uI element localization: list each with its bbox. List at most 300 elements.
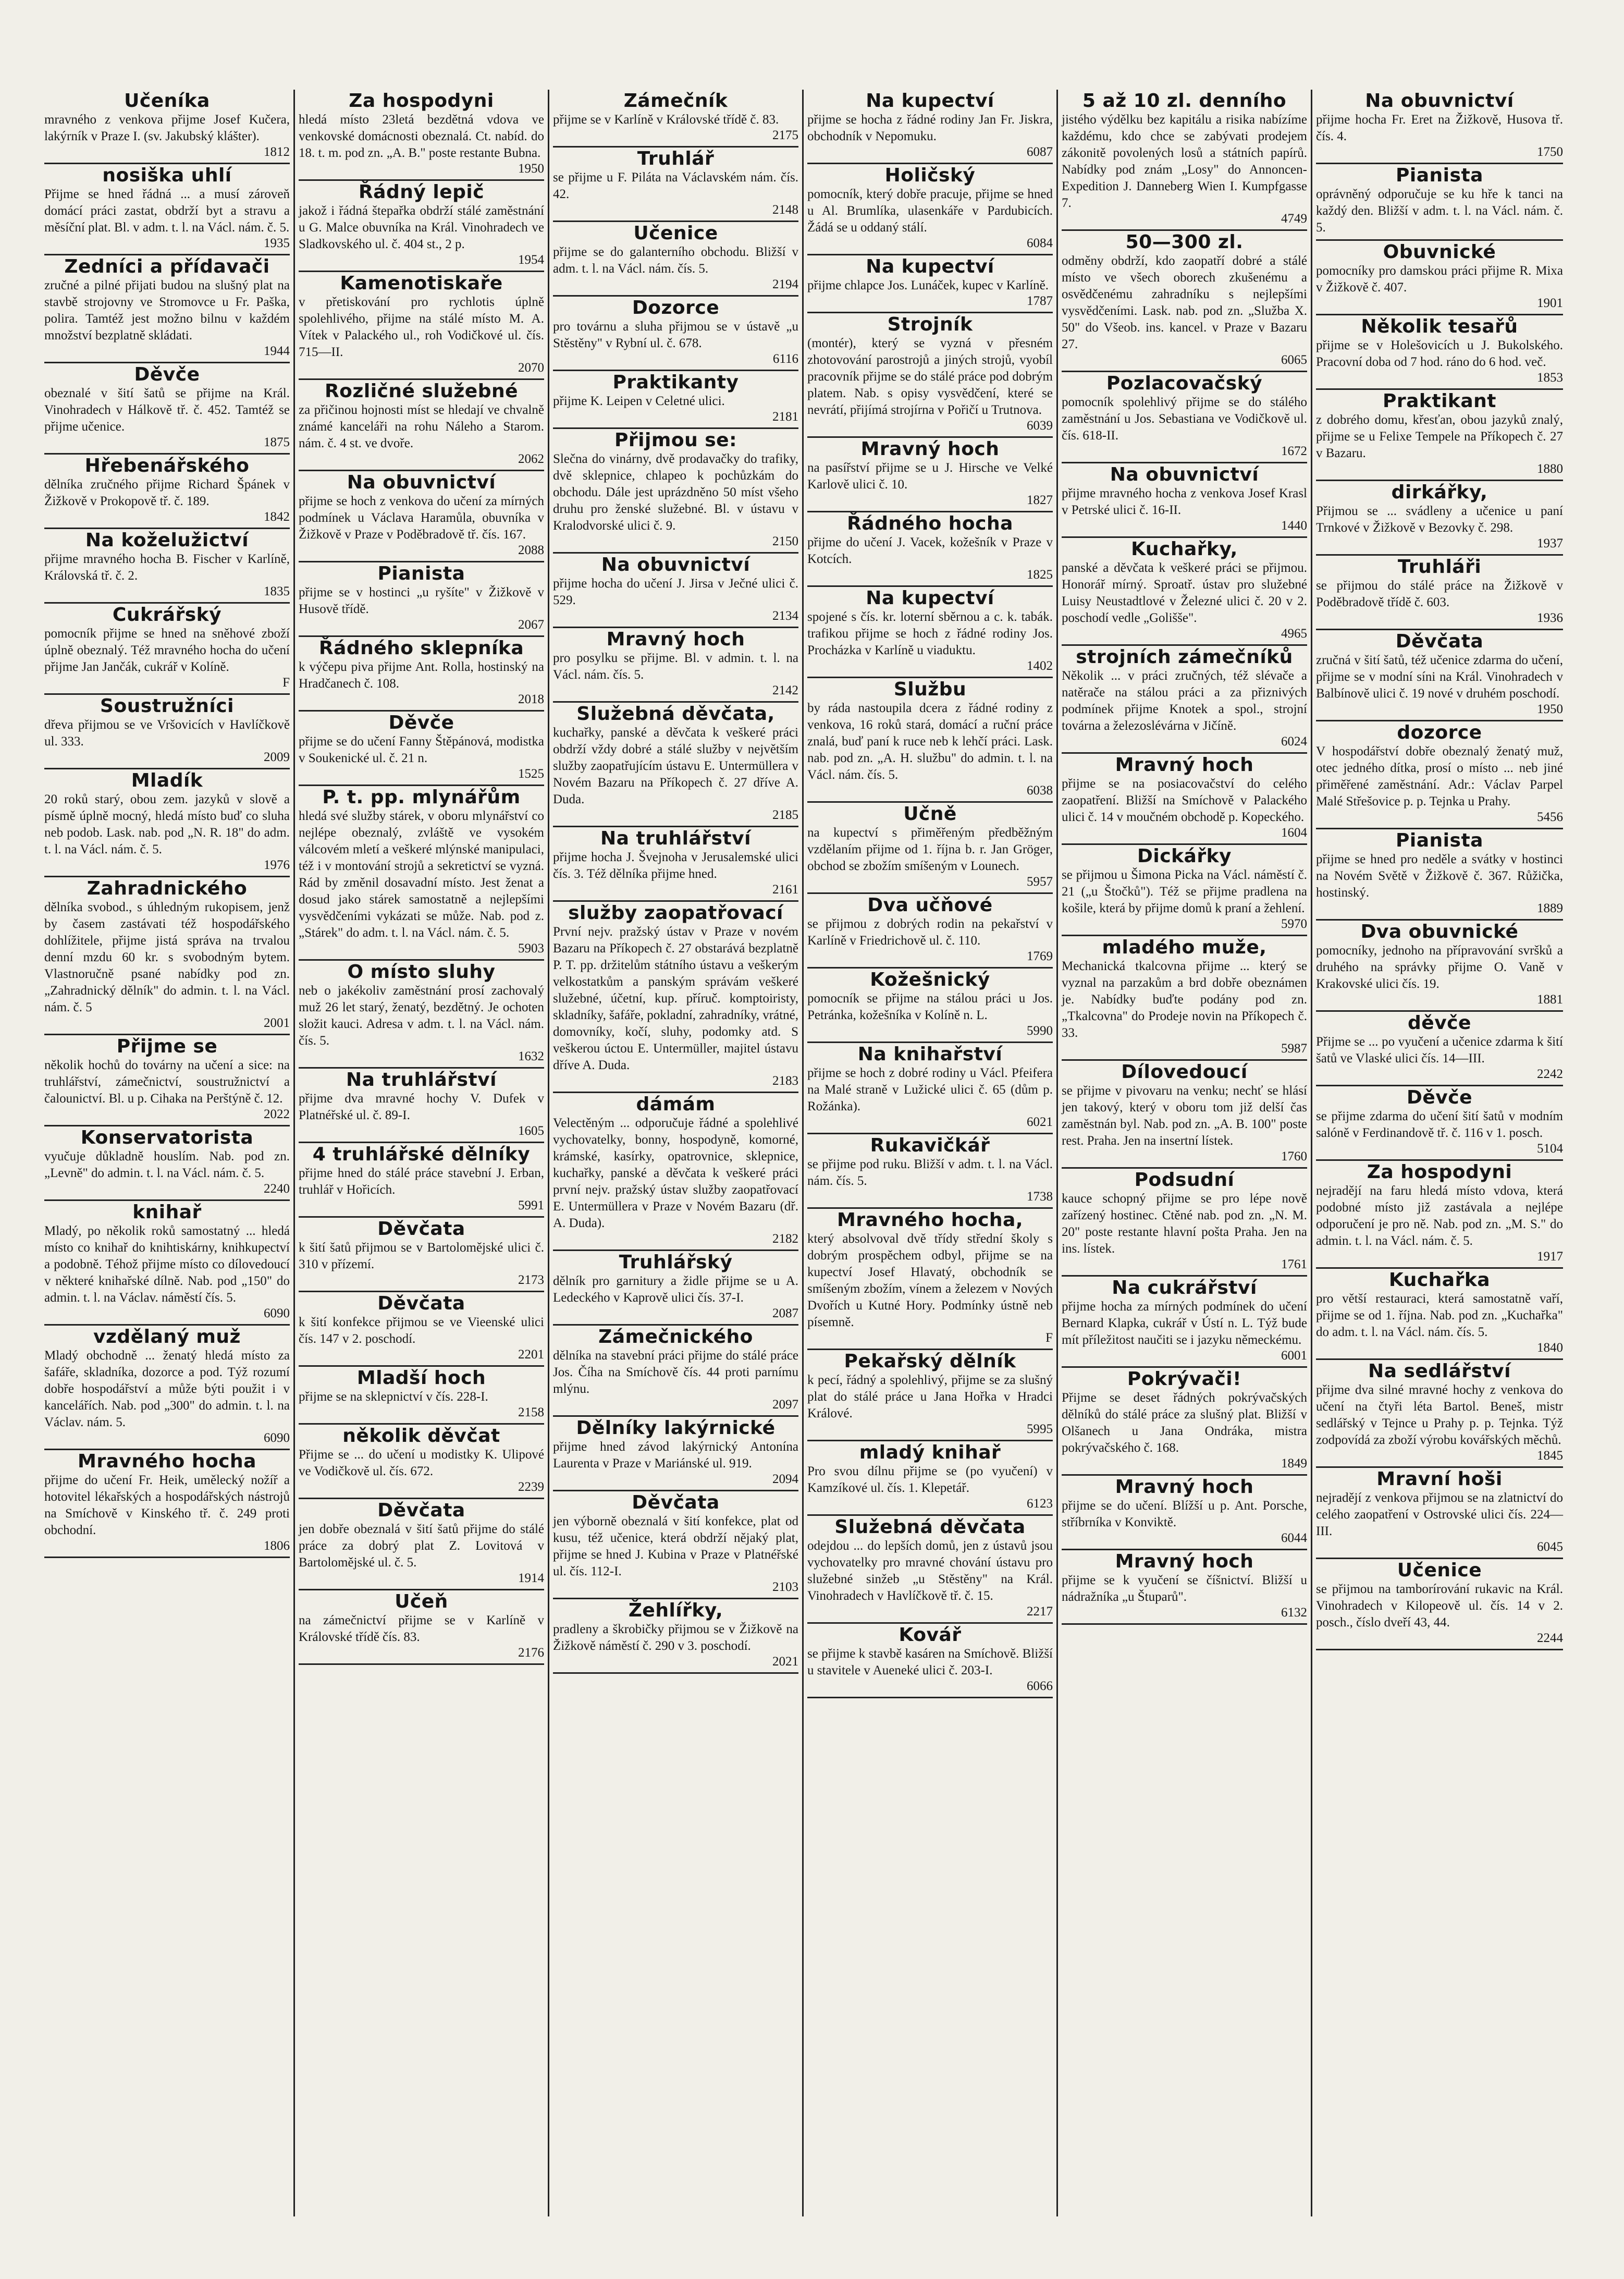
classified-ad (1062, 538, 1307, 646)
ad-number: 2182 (772, 1232, 798, 1246)
classified-ad (1062, 936, 1307, 1061)
ad-heading: Cukrářský (112, 604, 222, 626)
ad-heading: Praktikant (1383, 390, 1496, 412)
ad-number: 6090 (264, 1431, 290, 1445)
ad-number: 2088 (518, 543, 544, 557)
ad-text: přijme hocha do učení J. Jirsa v Ječné ulici č. 529. (553, 577, 798, 607)
ad-heading: Žehlířky, (628, 1600, 723, 1621)
classified-ad (553, 148, 798, 222)
classified-ad (1316, 241, 1563, 315)
ad-number: F (1045, 1331, 1053, 1345)
classified-ad (807, 438, 1053, 512)
ad-column (549, 90, 804, 2216)
classified-ad (1316, 829, 1563, 921)
ad-heading: Pokrývači! (1127, 1368, 1242, 1390)
ad-text: přijme dva silné mravné hochy z venkova do učení na čtyři léta Bartol. Beneš, mistr sedlářský v Tejnce u Prahy p. p. Tejnka. Týž zodpovídá za zboží výrobu kovářských měchů. (1316, 1383, 1563, 1447)
classified-ad (1062, 1550, 1307, 1625)
ad-text: Přijmou se ... svádleny a učenice u paní Trnkové v Žižkově v Bezovky č. 298. (1316, 504, 1563, 535)
ad-heading: strojních zámečníků (1076, 646, 1293, 668)
ad-number: 1880 (1537, 462, 1563, 476)
ad-heading: Mravný hoch (606, 629, 745, 650)
ad-text: by ráda nastoupila dcera z řádné rodiny z venkova, 16 roků stará, domácí a ruční práce znalá, buď paní k ruce neb k lehčí práci. Lask. nab. pod zn. „A. H. službu" do admin. t. l. na Václ. nám. čís. 5. (807, 701, 1053, 782)
classified-ad (299, 637, 544, 712)
ad-heading: Na cukrářství (1112, 1277, 1257, 1298)
ad-text: Přijme se deset řádných pokrývačských dělníků do stálé práce za slušný plat. Bližší v Olšanech u Jana Ondráka, mistra pokrývačského č. 168. (1062, 1391, 1307, 1455)
classified-ad (553, 1491, 798, 1599)
ad-heading: Praktikanty (612, 372, 739, 393)
classified-ad (1316, 556, 1563, 630)
classified-ad (299, 1590, 544, 1665)
ad-heading: Služebná děvčata, (576, 703, 775, 725)
classified-ad (1316, 164, 1563, 241)
ad-text: kuchařky, panské a děvčata k veškeré práci obdrží vždy dobré a stálé služby v největším služby zaopatřujícím ústavu E. Untermüllera v Novém Bazaru na Příkopech č. 27 dříve A. Duda. (553, 726, 798, 806)
ad-number: 6065 (1281, 353, 1307, 367)
classified-ad (1316, 1161, 1563, 1269)
ad-heading: Učenice (1397, 1560, 1482, 1581)
ad-text: pomocník, který dobře pracuje, přijme se hned u Al. Brumlíka, ulasenkáře v Pardubicích. Žádá se u oddaný stálí. (807, 187, 1053, 235)
ad-text: se přijme pod ruku. Bližší v adm. t. l. na Václ. nám. čís. 5. (807, 1157, 1053, 1188)
classified-ad (44, 255, 290, 363)
ad-number: 1954 (518, 253, 544, 267)
classified-ad (44, 1450, 290, 1558)
classified-ad (44, 604, 290, 695)
ad-number: 2194 (772, 277, 798, 291)
ad-text: přijme do učení J. Vacek, kožešník v Praze v Kotcích. (807, 535, 1053, 566)
classified-ad (553, 703, 798, 827)
ad-number: 2158 (518, 1405, 544, 1419)
ad-text: obeznalé v šití šatů se přijme na Král. Vinohradech v Hálkově tř. č. 452. Tamtéž se přijme učenice. (44, 386, 290, 434)
ad-text: jistého výdělku bez kapitálu a risika nabízíme každému, kdo chce se zabývati prodejem zákonitě povolených losů a státních papírů. Nabídky pod znám „Losy" do Annoncen-Expedition J. Danneberg Wien I. Kumpfgasse 7. (1062, 113, 1307, 210)
ad-heading: Truhláři (1397, 556, 1482, 578)
ad-text: pomocník spolehlivý přijme se do stálého zaměstnání u Jos. Sebastiana ve Vodičkově ul. čís. 618-II. (1062, 395, 1307, 443)
ad-heading: Za hospodyni (349, 90, 494, 112)
ad-text: přijme hocha za mírných podmínek do učení Bernard Klapka, cukrář v Ústí n. L. Týž bude mít příležitost naučiti se i jazyku německému. (1062, 1300, 1307, 1347)
classified-ad (44, 877, 290, 1035)
classified-ad (807, 164, 1053, 255)
classified-ad (807, 1516, 1053, 1624)
ad-number: 1914 (518, 1571, 544, 1585)
ad-heading: Mravný hoch (1115, 1551, 1254, 1572)
ad-heading: Soustružníci (100, 695, 234, 717)
ad-text: kauce schopný přijme se pro lépe nově zařízený hostinec. Ctěné nab. pod zn. „N. M. 20" poste restante hlavní pošta Praha. Jen na ins. lístek. (1062, 1192, 1307, 1256)
ad-text: dělníka zručného přijme Richard Špánek v Žižkově v Prokopově tř. č. 189. (44, 477, 290, 508)
classified-ads-page (41, 90, 1568, 2216)
ad-heading: knihař (132, 1202, 202, 1223)
ad-text: se přijme zdarma do učení šití šatů v modním salóně v Ferdinandově tř. č. 116 v 1. posch. (1316, 1109, 1563, 1140)
classified-ad (299, 90, 544, 181)
ad-text: přijme K. Leipen v Celetné ulici. (553, 394, 725, 408)
ad-heading: Podsudní (1134, 1169, 1235, 1191)
classified-ad (299, 181, 544, 272)
ad-number: 1917 (1537, 1249, 1563, 1264)
ad-number: 5104 (1537, 1142, 1563, 1156)
classified-ad (807, 678, 1053, 803)
classified-ad (1062, 463, 1307, 538)
ad-text: se přijme v pivovaru na venku; nechť se hlásí jen takový, který v oboru tom již delší čas zaměstnán byl. Nab. pod zn. „A. B. 100" poste rest. Praha. Jen na insertní lístek. (1062, 1084, 1307, 1148)
classified-ad (1062, 231, 1307, 372)
ad-text: z dobrého domu, křesťan, obou jazyků znalý, přijme se u Felixe Tempele na Příkopech č. 27 v Bazaru. (1316, 413, 1563, 460)
ad-text: pomocník se přijme na stálou práci u Jos. Petránka, kožešníka v Kolíně n. L. (807, 991, 1053, 1022)
ad-heading: Zámečník (623, 90, 728, 112)
ad-heading: Zámečnického (598, 1326, 753, 1347)
ad-number: 6044 (1281, 1531, 1307, 1545)
ad-text: dřeva přijmou se ve Vršovicích v Havlíčkově ul. 333. (44, 718, 290, 749)
ad-number: 2009 (264, 750, 290, 764)
ad-number: 1889 (1537, 901, 1563, 915)
ad-text: k šití šatů přijmou se v Bartolomějské ulici č. 310 v přízemí. (299, 1241, 544, 1271)
ad-number: 1806 (264, 1539, 290, 1553)
classified-ad (1316, 1468, 1563, 1559)
ad-text: přijme se v hostinci „u ryšíte" v Žižkově v Husově třídě. (299, 585, 544, 616)
ad-text: odměny obdrží, kdo zaopatří dobré a stálé místo ve všech oborech zkušenému a osvědčenému zahradníku s nejlepšími vysvědčeními. Lask. nab. pod zn. „Služba X. 50" do Všeob. ins. kancel. v Praze v Bazaru 27. (1062, 254, 1307, 351)
ad-heading: Rozličné služebné (324, 381, 519, 402)
ad-heading: Dva učňové (867, 895, 993, 916)
ad-number: 1936 (1537, 611, 1563, 625)
ad-heading: Děvčata (377, 1500, 465, 1521)
ad-heading: Na kupectví (866, 256, 994, 277)
ad-heading: P. t. pp. mlynářům (322, 787, 521, 808)
ad-heading: Na koželužictví (85, 530, 249, 551)
ad-heading: Mravný hoch (860, 438, 1000, 460)
ad-number: 2242 (1537, 1067, 1563, 1081)
ad-heading: vzdělaný muž (93, 1326, 241, 1347)
classified-ad (553, 371, 798, 429)
ad-text: pomocníky pro damskou práci přijme R. Mixa v Žižkově č. 407. (1316, 264, 1563, 295)
ad-number: 2018 (518, 692, 544, 706)
ad-text: hledá své služby stárek, v oboru mlynářství co nejlépe obeznalý, zvláště ve vysokém válcovém mletí a veškeré mlýnské manipulaci, též i v montování strojů a sekretictví se vyzná. Rád by změnil dosavadní místo. Jest ženat a dosud jako stárek samostatně a nejlepšími vysvědčeními vykázati se může. Nab. pod z. „Stárek" do adm. t. l. na Václ. nám. č. 5. (299, 809, 544, 940)
ad-text: Mladý, po několik roků samostatný ... hledá místo co knihař do knihtiskárny, knihkupectví a podobně. Téhož přijme místo co dílovedoucí v některé knihařské dílně. Nab. pod „150" do admin. t. l. na Václav. náměstí čís. 5. (44, 1224, 290, 1305)
ad-number: 2021 (772, 1655, 798, 1669)
ad-heading: Služebná děvčata (834, 1516, 1026, 1538)
ad-heading: služby zaopatřovací (568, 902, 783, 924)
ad-heading: Přijme se (116, 1036, 218, 1057)
ad-number: 2062 (518, 452, 544, 466)
ad-heading: Truhlář (637, 148, 715, 169)
ad-text: První nejv. pražský ústav v Praze v novém Bazaru na Příkopech č. 27 obstarává bezplatně P. T. pp. držitelům státního ústavu a veškerým velkostatkům a panským správám veškeré služebné, účetní, kup. příruč. komptoiristy, skladníky, šafáře, pokladní, zahradníky, vrátné, domovníky, kočí, sluhy, podomky atd. S veškerou úctou E. Untermüller, majitel ústavu dříve A. Duda. (553, 925, 798, 1072)
ad-heading: Hřebenářského (84, 455, 250, 476)
ad-heading: Dozorce (632, 297, 720, 318)
ad-number: 5957 (1027, 875, 1053, 889)
ad-heading: Zahradnického (87, 878, 248, 899)
ad-number: 2142 (772, 683, 798, 697)
ad-number: 1950 (518, 162, 544, 176)
classified-ad (807, 1209, 1053, 1350)
ad-text: 20 roků starý, obou zem. jazyků v slově a písmě úplně mocný, hledá místo buď co sluha neb podob. Lask. nab. pod „N. R. 18" do adm. t. l. na Václ. nám. č. 5. (44, 792, 290, 856)
classified-ad (1316, 721, 1563, 829)
ad-text: se přijmou do stálé práce na Žižkově v Poděbradově třídě č. 603. (1316, 579, 1563, 609)
ad-number: 5990 (1027, 1024, 1053, 1038)
ad-heading: Mravného hocha (78, 1451, 256, 1472)
ad-heading: Řádného hocha (847, 513, 1013, 534)
ad-text: na pasířství přijme se u J. Hirsche ve Velké Karlově ulici č. 10. (807, 461, 1053, 492)
classified-ad (553, 429, 798, 554)
classified-ad (553, 554, 798, 628)
classified-ad (553, 902, 798, 1093)
ad-text: na zámečnictví přijme se v Karlíně v Královské třídě čís. 83. (299, 1613, 544, 1644)
ad-number: 4749 (1281, 212, 1307, 226)
classified-ad (807, 803, 1053, 894)
ad-heading: Na obuvnictví (1110, 464, 1259, 485)
ad-text: přijme se hoch z venkova do učení za mírných podmínek u Václava Haramůla, obuvníka v Žižkově v Praze v Poděbradově tř. čís. 167. (299, 494, 544, 542)
ad-text: pomocník přijme se hned na sněhové zboží úplně obeznalý. Též mravného hocha do učení přijme Jan Jančák, cukrář v Kolíně. (44, 627, 290, 674)
classified-ad (553, 297, 798, 371)
ad-text: jakož i řádná štepařka obdrží stálé zaměstnání u G. Malce obuvníka na Král. Vinohradech ve Sladkovského ul. č. 404 st., 2 p. (299, 204, 544, 251)
classified-ad (44, 1126, 290, 1201)
classified-ad (44, 695, 290, 769)
ad-number: 2067 (518, 618, 544, 632)
classified-ad (807, 1624, 1053, 1698)
ad-number: 1761 (1281, 1257, 1307, 1271)
ad-heading: Dělníky lakýrnické (576, 1417, 776, 1439)
ad-heading: Dva obuvnické (1360, 921, 1519, 942)
classified-ad (44, 1201, 290, 1326)
classified-ad (44, 1035, 290, 1126)
ad-text: přijme se hned pro neděle a svátky v hostinci na Novém Světě v Žižkově č. 367. Růžička, hostinský. (1316, 852, 1563, 900)
ad-number: 2173 (518, 1273, 544, 1287)
ad-text: se přijmou u Šimona Picka na Václ. náměstí č. 21 („u Štočků"). Též se přijme pradlena na košile, která by přijme domů k praní a žehlení. (1062, 868, 1307, 915)
ad-heading: Pekařský dělník (844, 1351, 1016, 1372)
classified-ad (807, 90, 1053, 164)
ad-number: 5970 (1281, 917, 1307, 931)
ad-text: zručné a pilné přijati budou na slušný plat na stavbě strojovny ve Stromovce u Fr. Paška, polira. Tamtéž jest možno bilnu v každém množství bezplatně skládati. (44, 278, 290, 342)
ad-number: F (282, 676, 290, 690)
ad-text: pomocníky, jednoho na přípravování svršků a druhého na správky přijme O. Vaně v Krakovské ulici čís. 19. (1316, 944, 1563, 991)
ad-text: spojené s čís. kr. loterní sběrnou a c. k. tabák. trafikou přijme se hoch z řádné rodiny Jos. Procházka v Karlíně u viaduktu. (807, 610, 1053, 657)
ad-heading: několik děvčat (342, 1425, 500, 1447)
ad-number: 1632 (518, 1049, 544, 1063)
ad-number: 1827 (1027, 493, 1053, 507)
ad-text: Velectěným ... odporučuje řádné a spolehlivé vychovatelky, bonny, hospodyně, komorné, krámské, kasírky, opatrovnice, sklepnice, kuchařky, panské a děvčata k veškeré práci první nejv. pražský ústav služby zaopatřovací E. Untermüllera v Praze v Novém Bazaru (dř. A. Duda). (553, 1116, 798, 1230)
ad-number: 2097 (772, 1398, 798, 1412)
classified-ad (1316, 1559, 1563, 1650)
ad-number: 1760 (1281, 1149, 1307, 1163)
ad-text: přijme se na sklepnictví v čís. 228-I. (299, 1390, 488, 1404)
ad-number: 2217 (1027, 1604, 1053, 1619)
ad-text: přijme se na posiacovačství do celého zaopatření. Bližší na Smíchově v Palackého ulici č. 14 v moučném obchodě p. Kopeckého. (1062, 777, 1307, 824)
ad-number: 1825 (1027, 568, 1053, 582)
classified-ad (807, 587, 1053, 678)
ad-heading: Děvčata (377, 1218, 465, 1240)
ad-text: pro továrnu a sluha přijmou se v ústavě „u Stěstěny" v Rybní ul. č. 678. (553, 320, 798, 350)
ad-text: k pecí, řádný a spolehlivý, přijme se za slušný plat do stálé práce u Jana Hořka v Hradci Králové. (807, 1373, 1053, 1420)
ad-heading: Mravný hoch (1115, 754, 1254, 776)
ad-number: 1440 (1281, 519, 1307, 533)
ad-number: 1944 (264, 344, 290, 358)
ad-number: 6039 (1027, 419, 1053, 433)
ad-heading: Zedníci a přídavači (64, 256, 270, 277)
ad-number: 6132 (1281, 1606, 1307, 1620)
classified-ad (553, 90, 798, 148)
ad-text: k výčepu piva přijme Ant. Rolla, hostinský na Hradčanech č. 108. (299, 660, 544, 691)
ad-number: 5456 (1537, 810, 1563, 824)
ad-number: 1750 (1537, 145, 1563, 159)
classified-ad (299, 786, 544, 961)
ad-text: panské a děvčata k veškeré práci se přijmou. Honorář mírný. Sproatř. ústav pro služebné Luisy Neustadtlové v Železné ulici č. 20 v 2. poschodí vedle „Golišše". (1062, 561, 1307, 625)
ad-number: 6021 (1027, 1115, 1053, 1129)
ad-text: dělník pro garnitury a židle přijme se u A. Ledeckého v Kaprově ulici čís. 37-I. (553, 1274, 798, 1305)
ad-text: Mechanická tkalcovna přijme ... který se vyznal na parzakům a brd dobře obeznámen je. Nabídky buďte podány pod zn. „Tkalcovna" do Prodeje novin na Příkopech č. 33. (1062, 959, 1307, 1040)
ad-text: nejradějí z venkova přijmou se na zlatnictví do celého zaopatření v Ostrovské ulici čís. 224—III. (1316, 1491, 1563, 1538)
classified-ad (553, 1326, 798, 1417)
ad-number: 1901 (1537, 296, 1563, 310)
classified-ad (553, 1093, 798, 1251)
classified-ad (553, 628, 798, 703)
ad-heading: Učně (903, 803, 957, 825)
ad-heading: Kamenotiskaře (340, 273, 503, 294)
ad-text: který absolvoval dvě třídy střední školy s dobrým prospěchem odbyl, přijme se na kupectví Josef Hlavatý, obchodník se smíšeným zbožím, vínem a železem v Nových Dvořích u Kutné Hory. Podmínky ústně neb písemně. (807, 1232, 1053, 1329)
ad-number: 6038 (1027, 783, 1053, 798)
ad-number: 1849 (1281, 1456, 1307, 1471)
ad-heading: Děvčata (1395, 631, 1484, 652)
classified-ad (299, 1069, 544, 1143)
ad-text: přijme chlapce Jos. Lunáček, kupec v Karlíně. (807, 278, 1049, 292)
ad-number: 6087 (1027, 145, 1053, 159)
ad-heading: Kovář (899, 1624, 962, 1646)
classified-ad (299, 562, 544, 637)
ad-number: 1937 (1537, 536, 1563, 550)
classified-ad (44, 90, 290, 164)
ad-text: přijme se v Holešovicích u J. Bukolského. Pracovní doba od 7 hod. ráno do 6 hod. več. (1316, 338, 1563, 369)
ad-text: se přijme u F. Piláta na Václavském nám. čís. 42. (553, 170, 798, 201)
ad-text: přijme se do učení. Blížší u p. Ant. Porsche, stříbrníka v Konviktě. (1062, 1499, 1307, 1529)
ad-heading: Pianista (1396, 830, 1483, 851)
ad-text: za přičinou hojnosti míst se hledají ve chvalně známé kanceláři na rohu Náleho a Starom. nám. č. 4 st. ve dvoře. (299, 403, 544, 450)
ad-heading: Za hospodyni (1367, 1161, 1512, 1183)
ad-text: (montér), který se vyzná v přesném zhotovování parostrojů a jiných strojů, vyobíl pracovník přijme se do stálé práce pod dobrým platem. Nab. s opisy vysvědčení, které se nevrátí, přijímá strojírna v Pořičí u Trutnova. (807, 336, 1053, 417)
ad-heading: Děvčata (632, 1492, 720, 1513)
ad-number: 2001 (264, 1016, 290, 1030)
ad-text: Několik ... v práci zručných, též slévače a natěrače na stálou práci a za přiznivých podmínek přijme Knotek a spol., strojní továrna a železoslévárna v Jičíně. (1062, 669, 1307, 733)
ad-text: přijme se do galanterního obchodu. Bližší v adm. t. l. na Václ. nám. čís. 5. (553, 245, 798, 276)
classified-ad (807, 255, 1053, 313)
ad-heading: Na truhlářství (346, 1069, 497, 1091)
ad-number: 5991 (518, 1198, 544, 1212)
ad-text: přijme do učení Fr. Heik, umělecký nožíř a hotovitel lékařských a hospodářských nástrojů na Smíchově v Kinského tř. č. 249 proti obchodní. (44, 1473, 290, 1537)
ad-text: se přijme k stavbě kasáren na Smíchově. Bližší u stavitele v Aueneké ulici č. 203-I. (807, 1647, 1053, 1677)
ad-number: 6001 (1281, 1349, 1307, 1363)
ad-number: 2201 (518, 1347, 544, 1362)
ad-text: se přijmou na tamborírování rukavic na Král. Vinohradech v Kilopeově ul. čís. 14 v 2. posch., číslo dveří 43, 44. (1316, 1582, 1563, 1629)
ad-number: 2161 (772, 883, 798, 897)
classified-ad (1062, 1476, 1307, 1550)
ad-heading: dámám (636, 1094, 716, 1115)
ad-text: jen dobře obeznalá v šití šatů přijme do stálé práce za dobrý plat Z. Lovitová v Bartolomějské ul. č. 5. (299, 1522, 544, 1570)
ad-number: 2240 (264, 1182, 290, 1196)
classified-ad (553, 827, 798, 902)
ad-number: 1976 (264, 858, 290, 872)
ad-heading: Učeň (395, 1591, 448, 1612)
ad-text: přijme se k vyučení se číšnictví. Bližší u nádražníka „u Štuparů". (1062, 1573, 1307, 1604)
ad-text: V hospodářství dobře obeznalý ženatý muž, otec jedného dítka, prosí o místo ... neb jiné přiměřené zaměstnání. Adr.: Václav Parpel Malé Střešovice p. p. Tejnka u Prahy. (1316, 744, 1563, 808)
ad-heading: Na sedlářství (1368, 1361, 1511, 1382)
ad-heading: Strojník (887, 314, 973, 335)
classified-ad (807, 512, 1053, 587)
ad-number: 6084 (1027, 236, 1053, 250)
ad-text: vyučuje důkladně houslím. Nab. pod zn. „Levně" do admin. t. l. na Václ. nám. č. 5. (44, 1149, 290, 1180)
ad-heading: Truhlářský (619, 1252, 733, 1273)
classified-ad (807, 1441, 1053, 1516)
ad-text: přijme mravného hocha z venkova Josef Krasl v Petrské ulici č. 16-II. (1062, 486, 1307, 517)
ad-number: 1881 (1537, 993, 1563, 1007)
ad-number: 5987 (1281, 1042, 1307, 1056)
ad-heading: Dílovedoucí (1121, 1061, 1248, 1083)
ad-text: pro posylku se přijme. Bl. v admin. t. l. na Václ. nám. čís. 5. (553, 651, 798, 682)
classified-ad (1316, 315, 1563, 390)
classified-ad (1316, 90, 1563, 164)
ad-number: 2022 (264, 1107, 290, 1121)
ad-number: 1605 (518, 1124, 544, 1138)
ad-text: přijme dva mravné hochy V. Dufek v Platnéřské ul. č. 89-I. (299, 1092, 544, 1122)
classified-ad (1316, 1086, 1563, 1161)
ad-text: odejdou ... do lepších domů, jen z ústavů jsou vychovatelky pro mravné chování ústavu pro služebné sinžeb „u Stěstěny" na Král. Vinohradech v Havlíčkově tř. č. 15. (807, 1539, 1053, 1603)
classified-ad (1316, 481, 1563, 556)
classified-ad (1062, 1277, 1307, 1368)
ad-number: 2244 (1537, 1631, 1563, 1645)
ad-text: přijme se hocha z řádné rodiny Jan Fr. Jiskra, obchodník v Nepomuku. (807, 113, 1053, 143)
ad-text: přijme mravného hocha B. Fischer v Karlíně, Královská tř. č. 2. (44, 552, 290, 583)
ad-heading: nosiška uhlí (102, 165, 232, 186)
classified-ad (807, 1043, 1053, 1134)
classified-ad (44, 529, 290, 604)
ad-heading: Děvče (388, 712, 454, 733)
ad-number: 6090 (264, 1306, 290, 1320)
ad-number: 2087 (772, 1306, 798, 1320)
classified-ad (299, 1143, 544, 1218)
ad-text: Přijme se hned řádná ... a musí zároveň domácí práci zastat, obdrží byt a stravu a měsíční plat. Bl. v adm. t. l. na Václ. nám. č. 5. (44, 187, 290, 235)
ad-number: 1604 (1281, 826, 1307, 840)
ad-number: 1738 (1027, 1190, 1053, 1204)
ad-text: pradleny a škrobičky přijmou se v Žižkově na Žižkově náměstí č. 290 v 3. poschodí. (553, 1622, 798, 1653)
ad-number: 1842 (264, 510, 290, 524)
classified-ad (299, 1218, 544, 1292)
ad-heading: Několik tesařů (1361, 316, 1518, 337)
ad-number: 2185 (772, 808, 798, 822)
classified-ad (553, 1417, 798, 1491)
ad-text: zručná v šití šatů, též učenice zdarma do učení, přijme se v modní síni na Král. Vinohradech v Balbínově ulici č. 19 nové v druhém poschodí. (1316, 653, 1563, 701)
ad-text: přijme hocha J. Švejnoha v Jerusalemské ulici čís. 3. Též dělníka přijme hned. (553, 850, 798, 881)
ad-number: 2070 (518, 361, 544, 375)
ad-text: Slečna do vinárny, dvě prodavačky do trafiky, dvě sklepnice, chlapeo k pochůzkám do obchodu. Dále jest uprázdněno 50 míst všeho druhu pro ženské služebné. Bl. v ústavu v Kralodvorské ulici č. 9. (553, 452, 798, 533)
ad-text: pro větší restauraci, která samostatně vaří, přijme se od 1. října. Nab. pod zn. „Kuchařka" do adm. t. l. na Václ. nám. čís. 5. (1316, 1292, 1563, 1339)
ad-text: přijme se do učení Fanny Štěpánová, modistka v Soukenické ul. č. 21 n. (299, 734, 544, 765)
ad-heading: Holičský (884, 165, 976, 186)
classified-ad (1062, 372, 1307, 463)
ad-text: k šití konfekce přijmou se ve Vieenské ulici čís. 147 v 2. poschodí. (299, 1315, 544, 1346)
ad-heading: Obuvnické (1383, 241, 1496, 263)
ad-text: nejradějí na faru hledá místo vdova, která podobné místo již zastávala a nejlépe odporučení je pro ně. Nab. pod zn. „M. S." do admin. t. l. na Václ. nám. č. 5. (1316, 1184, 1563, 1248)
classified-ad (1062, 845, 1307, 936)
ad-heading: Pianista (377, 563, 465, 584)
classified-ad (1316, 390, 1563, 481)
ad-heading: O místo sluhy (347, 961, 496, 983)
ad-number: 1835 (264, 584, 290, 598)
ad-heading: Mravného hocha, (836, 1209, 1024, 1231)
ad-number: 6123 (1027, 1497, 1053, 1511)
classified-ad (299, 712, 544, 786)
ad-number: 6066 (1027, 1679, 1053, 1693)
ad-heading: Na obuvnictví (347, 472, 496, 493)
ad-number: 1402 (1027, 659, 1053, 673)
ad-heading: dirkářky, (1391, 482, 1488, 503)
ad-text: přijme se hoch z dobré rodiny u Václ. Pfeifera na Malé straně v Lužické ulici č. 65 (dům p. Rožánka). (807, 1066, 1053, 1113)
ad-number: 2103 (772, 1580, 798, 1594)
ad-number: 2094 (772, 1472, 798, 1486)
ad-heading: Pozlacovačský (1106, 373, 1263, 394)
ad-heading: 50—300 zl. (1125, 231, 1244, 253)
ad-number: 2148 (772, 203, 798, 217)
ad-text: Pro svou dílnu přijme se (po vyučení) v Kamzíkové ul. čís. 1. Klepetář. (807, 1464, 1053, 1495)
classified-ad (1062, 1061, 1307, 1169)
